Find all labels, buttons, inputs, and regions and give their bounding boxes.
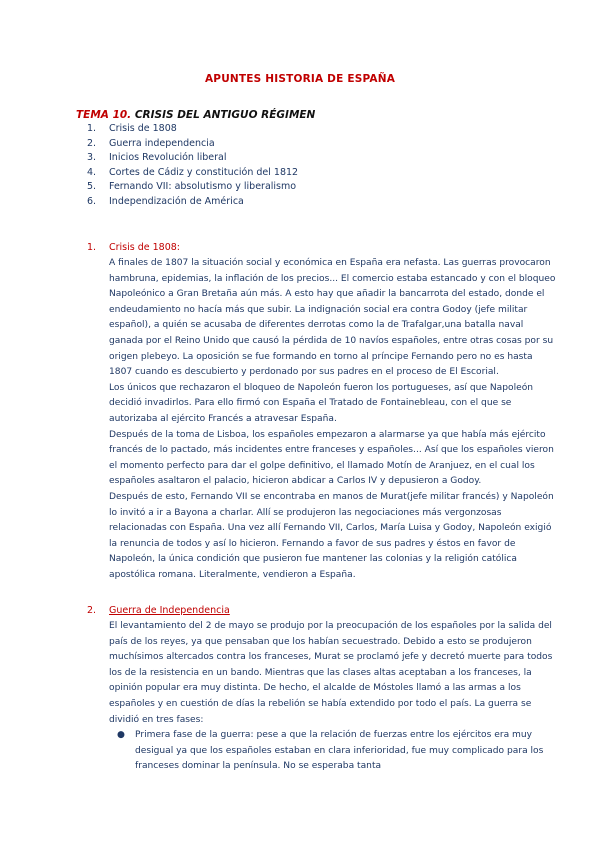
- toc-item: 1. Crisis de 1808: [87, 123, 177, 134]
- paragraph: Después de esto, Fernando VII se encontraba en manos de Murat(jefe militar francés) y Napoleón lo invitó a ir a Bayona a charlar. Allí se produjeron las negociaciones más vergonzosas relacionadas con España. Una vez allí Fernando VII, Carlos, María Luisa y Godoy, Napoleón exigió la renuncia de todos y así lo hicieron. Fernando a favor de sus padres y éstos en favor de Napoleón, la única condición que pusieron fue mantener las colonias y la religión católica apostólica romana. Literalmente, vendieron a España.: [109, 491, 554, 580]
- section-heading: 1. Crisis de 1808:: [87, 242, 181, 253]
- document-title: APUNTES HISTORIA DE ESPAÑA: [204, 73, 396, 85]
- bullet-icon: ●: [117, 730, 125, 741]
- paragraph: A finales de 1807 la situación social y económica en España era nefasta. Las guerras provocaron hambruna, epidemias, la inflación de los precios... El comercio estaba estancado y con el bloqueo Napoleónico a Gran Bretaña aún más. A esto hay que añadir la bancarrota del estado, donde el endeudamiento no hacía más que subir. La indignación social era contra Godoy (jefe militar español), a quién se acusaba de diferentes derrotas como la de Trafalgar,una batalla naval ganada por el Reino Unido que causó la pérdida de 10 navíos españoles, entre otras cosas por su origen plebeyo. La oposición se fue formando en torno al príncipe Fernando pero no es hasta 1807 cuando es descubierto y perdonado por sus padres en el proceso de El Escorial.: [109, 258, 556, 378]
- section-body: [109, 256, 557, 583]
- paragraph: El levantamiento del 2 de mayo se produjo por la preocupación de los españoles por la salida del país de los reyes, ya que pensaban que los habían secuestrado. Debido a esto se produjeron muchísimos altercados contra los franceses, Murat se proclamó jefe y decretó muerte para todos los de la resistencia en un bando. Mientras que las clases altas aceptaban a los franceses, la opinión popular era muy distinta. De hecho, el alcalde de Móstoles llamó a las armas a los españoles y en cuestión de días la rebelión se había extendido por todo el país. La guerra se dividió en tres fases:: [109, 621, 553, 725]
- section-body: [109, 619, 557, 775]
- tema-name: CRISIS DEL ANTIGUO RÉGIMEN: [134, 109, 316, 121]
- section-title: Guerra de Independencia: [109, 605, 230, 616]
- toc-item: 3. Inicios Revolución liberal: [87, 152, 227, 163]
- tema-number: TEMA 10.: [76, 109, 132, 121]
- toc-item: 5. Fernando VII: absolutismo y liberalismo: [87, 181, 297, 192]
- toc-item: 6. Independización de América: [87, 195, 244, 207]
- tema-heading: [76, 109, 315, 121]
- section-crisis-1808: [87, 240, 557, 583]
- paragraph: Después de la toma de Lisboa, los españoles empezaron a alarmarse ya que había más ejército francés de lo pactado, más incidentes entre franceses y españoles... Así que los españoles vieron el momento perfecto para dar el golpe definitivo, el llamado Motín de Aranjuez, en el cual los españoles asaltaron el palacio, hicieron abdicar a Carlos IV y depusieron a Godoy.: [109, 429, 554, 487]
- table-of-contents: [87, 122, 298, 209]
- paragraph: Los únicos que rechazaron el bloqueo de Napoleón fueron los portugueses, así que Napoleón decidió invadirlos. Para ello firmó con España el Tratado de Fontainebleau, con el que se autorizaba al ejército Francés a atravesar España.: [109, 382, 534, 424]
- section-title: Crisis de 1808:: [109, 242, 181, 253]
- section-heading: 2. Guerra de Independencia: [87, 605, 230, 616]
- toc-item: 2. Guerra independencia: [87, 137, 215, 149]
- section-guerra-independencia: [87, 603, 557, 775]
- toc-item: 4. Cortes de Cádiz y constitución del 1812: [87, 166, 299, 178]
- bullet-item: ● Primera fase de la guerra: pese a que la relación de fuerzas entre los ejércitos era muy desigual ya que los españoles estaban en clara inferioridad, fue muy complicado para los franceses dominar la península. No se esperaba tanta: [117, 730, 544, 772]
